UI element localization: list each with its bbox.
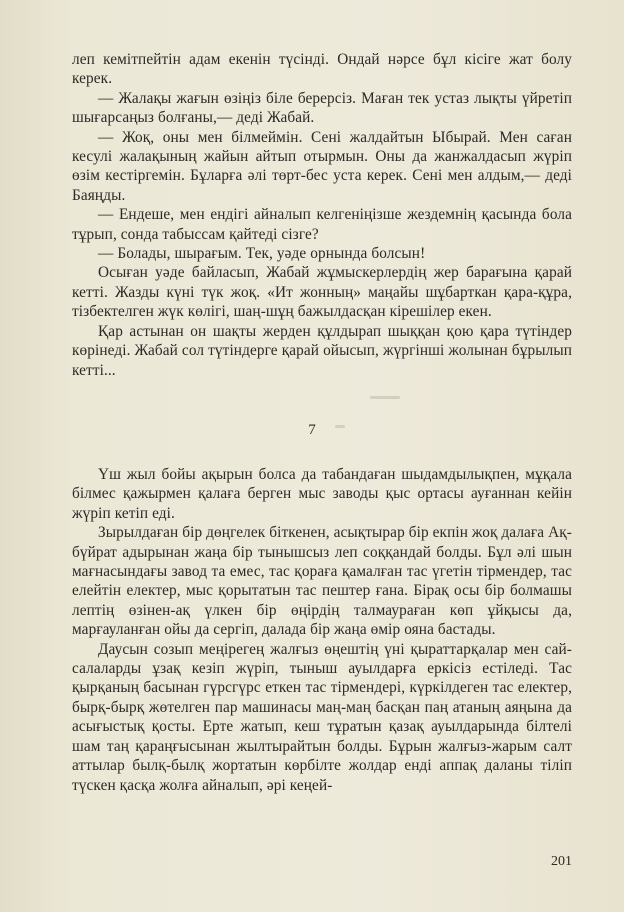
paragraph: Зырылдаған бір дөңгелек біткенен, асықтырар бір екпін жоқ далаға Ақ-бүйрат адырынан жаңа бір тынышсыз леп соққандай болды. Бұл әлі шын мағнасындағы завод та емес, тас қораға қамалған тас үгетін тірмендер, тас елейтін електер, мыс қорытатын тас пештер ғана. Бірақ осы бір болмашы лептің өзінен-ақ үлкен бір өңірдің талмаураған көп ұйқысы да, марғауланған ойы да сергіп, далада бір жаңа өмір ояна бастады.	[72, 524, 572, 639]
page-number: 201	[551, 854, 572, 869]
section-before	[72, 50, 572, 380]
paragraph: — Ендеше, мен ендігі айналып келгеніңізше жездемнің қасында бола тұрып, сонда табыссам қайтеді сізге?	[72, 206, 572, 243]
paragraph: Осыған уәде байласып, Жабай жұмыскерлердің жер барағына қарай кетті. Жазды күні түк жоқ. «Ит жонның» маңайы шұбарткан қара-құра, тізбектелген жүк көлігі, шаң-шұң бажылдасқан кірешілер екен.	[72, 264, 572, 321]
paragraph: леп кемітпейтін адам екенін түсінді. Ондай нәрсе бұл кісіге жат болу керек.	[72, 51, 572, 88]
paragraph: Үш жыл бойы ақырын болса да табандаған шыдамдылықпен, мұқала білмес қажырмен қалаға берген мыс заводы қыс ортасы ауғаннан кейін жүріп кетіп еді.	[72, 466, 572, 522]
paragraph: — Жалақы жағын өзіңіз біле берерсіз. Маған тек устаз лықты үйретіп шығарсаңыз болғаны,— деді Жабай.	[72, 89, 572, 127]
paragraph: Даусын созып меңірегең жалғыз өңештің үні қыраттарқалар мен сай-салаларды ұзақ кезіп жүріп, тыныш ауылдарға еркісіз естіледі. Тас қырқаның басынан гүрсгүрс еткен тас тірмендері, күркілдеген тас електер, бырқ-бырқ жөтелген пар машинасы маң-маң басқан паң атаның аяңына да асығыстық қосты. Ерте жатып, кеш тұратын қазақ ауылдарында білтелі шам таң қараңғысынан жылтырайтын болды. Бұрын жалғыз-жарым салт аттылар былқ-былқ жортатын көрбілте жолдар енді аппақ даланы тіліп түскен қасқа жолға айналып, әрі кеңей-	[72, 640, 572, 794]
paragraph: — Болады, шырағым. Тек, уәде орнында болсын!	[98, 245, 426, 263]
chapter-number: 7	[308, 422, 316, 438]
section-after	[72, 465, 572, 795]
paragraph: — Жоқ, оны мен білмеймін. Сені жалдайтын Ыбырай. Мен саған кесулі жалақының жайын айтып отырмын. Оны да жанжалдасып жүріп өзім кестіргемін. Бұларға әлі төрт-бес уста керек. Сені мен алдым,— деді Баяңды.	[72, 128, 572, 204]
print-smudge	[370, 396, 400, 399]
paragraph: Қар астынан он шақты жерден құлдырап шыққан қою қара түтіндер көрінеді. Жабай сол түтіндерге қарай ойысып, жүргінші жолынан бұрылып кетті...	[72, 322, 572, 379]
